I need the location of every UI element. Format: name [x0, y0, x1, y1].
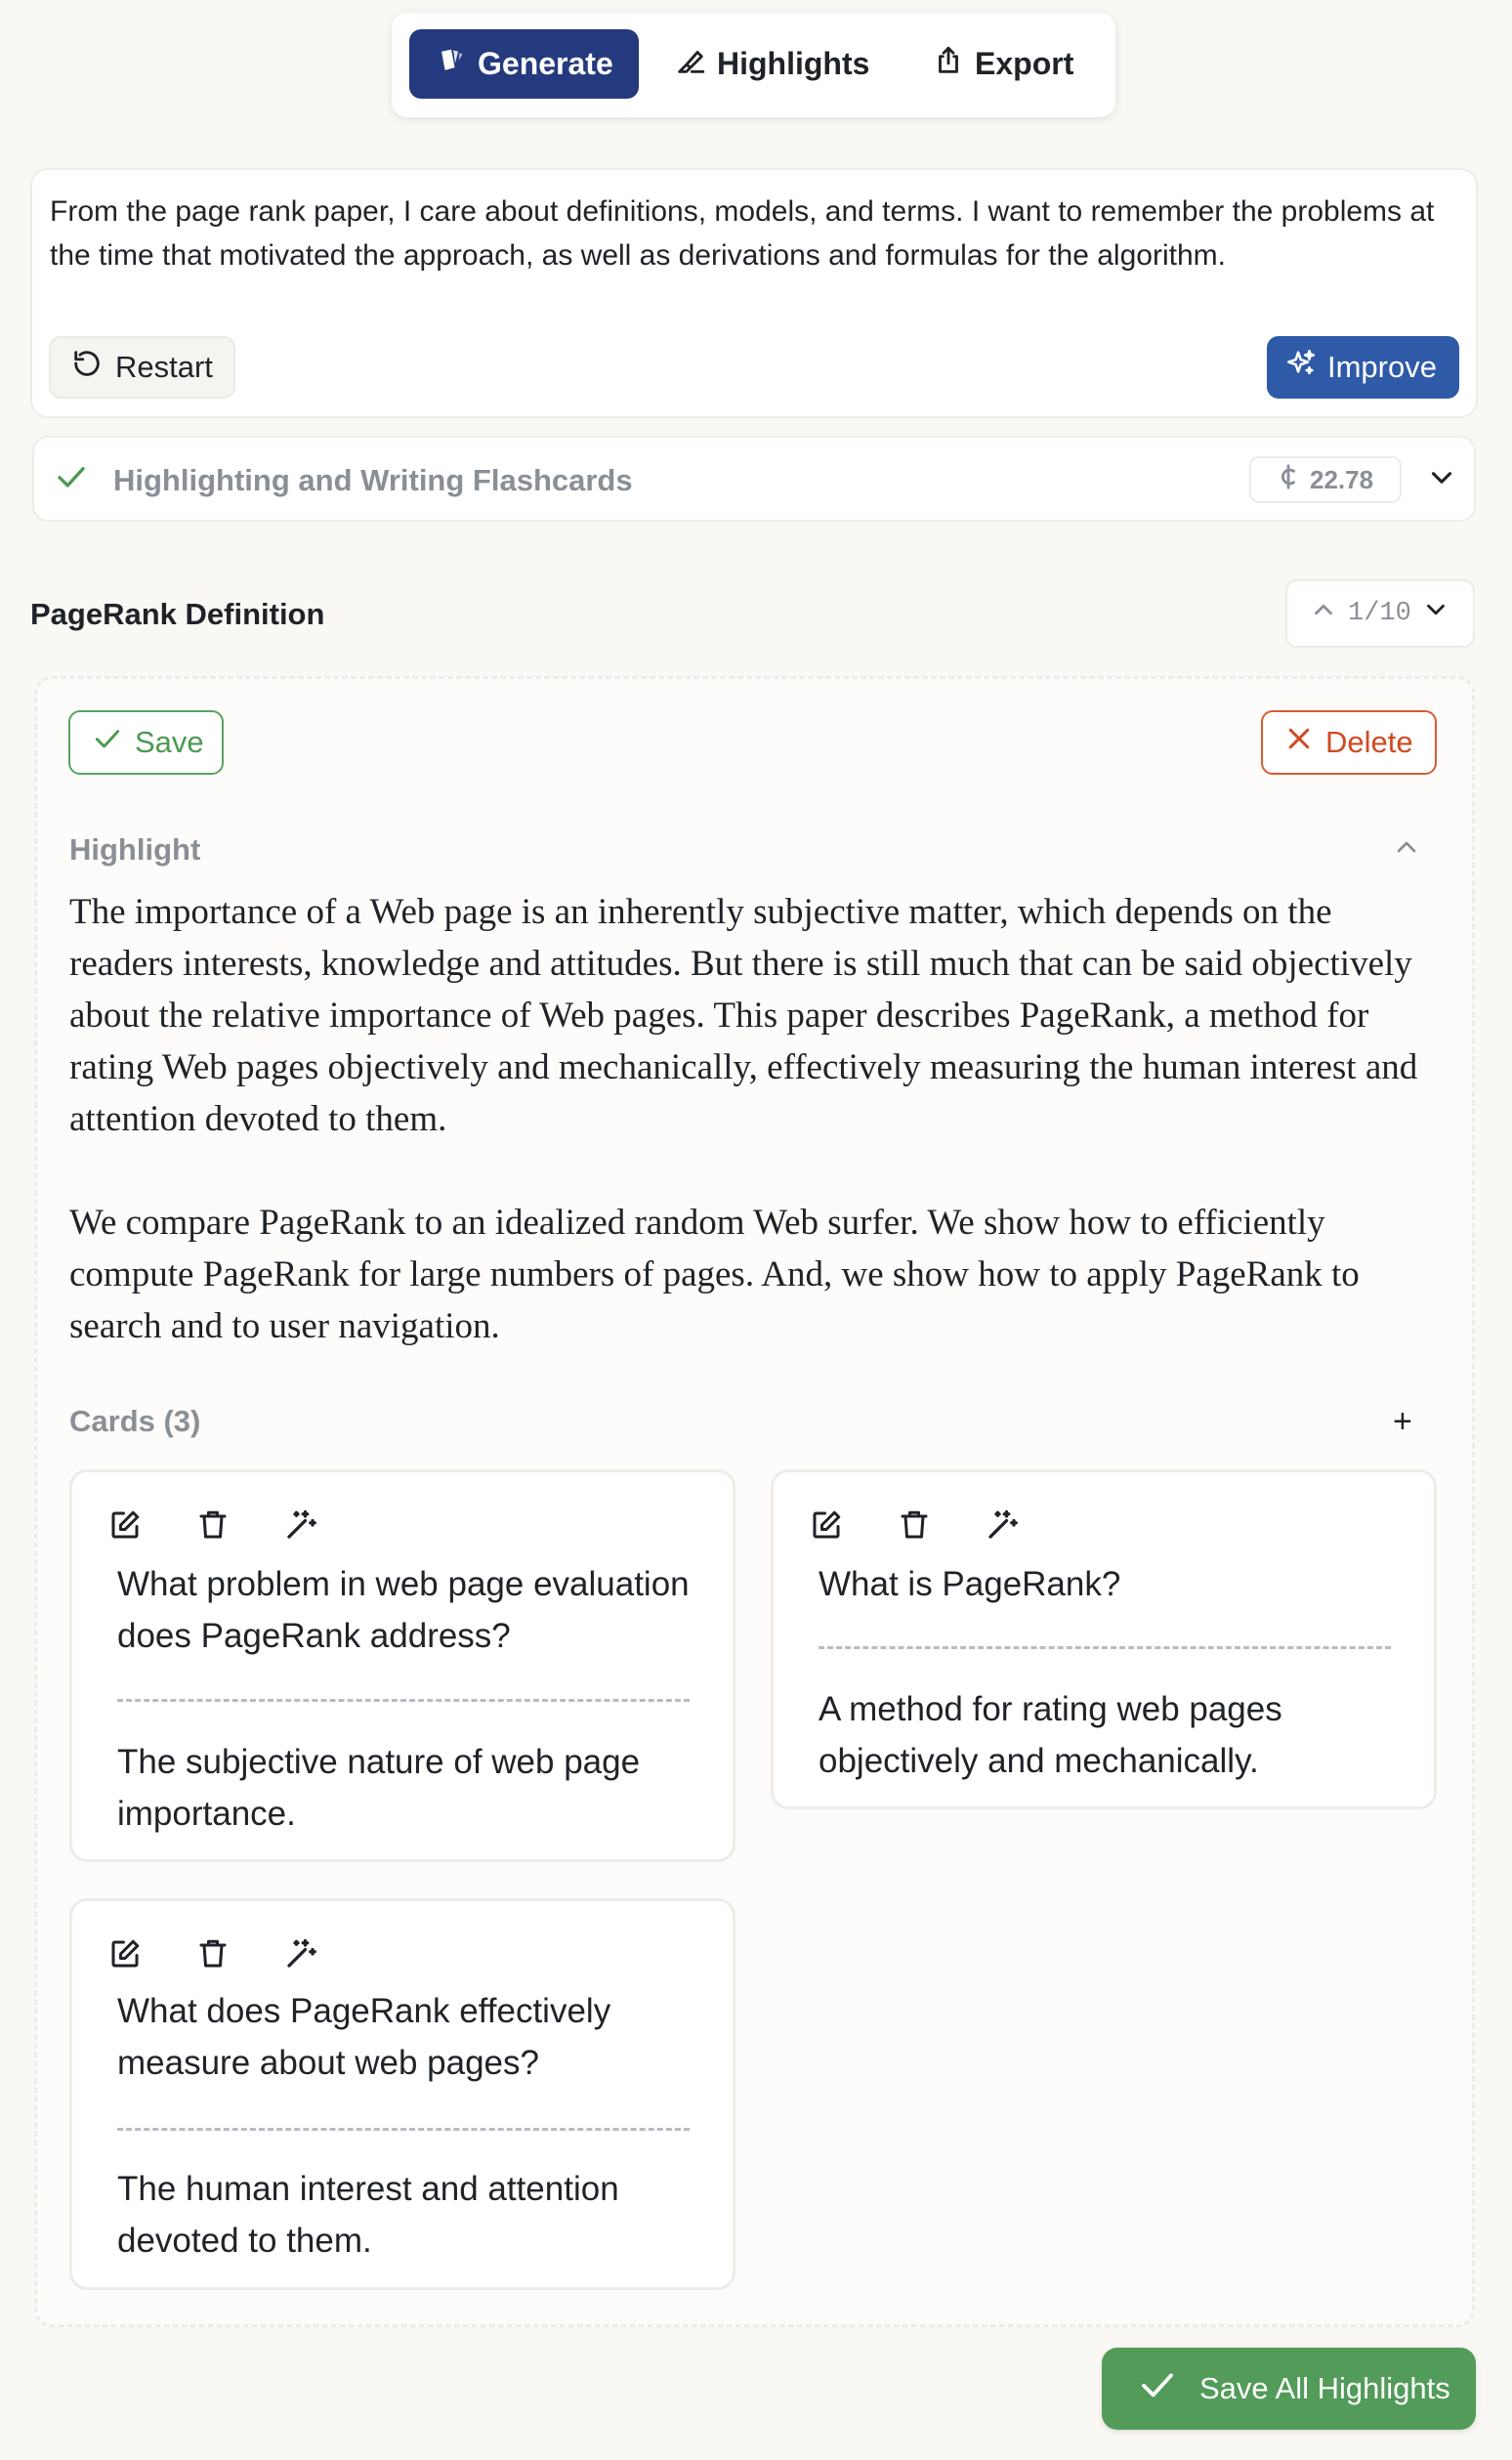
mode-tab-bar — [392, 13, 1115, 117]
tab-export-label: Export — [975, 46, 1074, 81]
tab-generate[interactable] — [409, 29, 639, 99]
save-button[interactable] — [68, 710, 224, 775]
highlight-label: Highlight — [69, 832, 201, 867]
improve-button[interactable] — [1267, 336, 1459, 399]
tab-highlights[interactable] — [649, 29, 895, 99]
highlight-text — [69, 886, 1437, 1352]
trash-icon[interactable] — [195, 1507, 231, 1548]
flashcard-answer[interactable]: The human interest and attention devoted to them. — [117, 2170, 619, 2260]
close-icon — [1284, 724, 1314, 761]
chevron-down-icon[interactable] — [1425, 461, 1458, 499]
check-icon — [54, 459, 89, 499]
cards-icon — [435, 44, 468, 85]
flashcard — [69, 1898, 735, 2290]
check-icon — [1137, 2364, 1178, 2413]
section-title: PageRank Definition — [30, 597, 325, 631]
restart-icon — [70, 347, 104, 388]
status-text: Highlighting and Writing Flashcards — [113, 463, 633, 497]
restart-button[interactable] — [49, 336, 235, 399]
highlighter-icon — [674, 44, 707, 85]
magic-wand-icon[interactable] — [985, 1507, 1020, 1548]
progress-status-row[interactable] — [32, 436, 1476, 522]
magic-wand-icon[interactable] — [283, 1936, 318, 1976]
edit-icon[interactable] — [809, 1507, 844, 1548]
share-icon — [932, 44, 965, 85]
credits-icon — [1277, 463, 1300, 497]
trash-icon[interactable] — [195, 1936, 231, 1976]
edit-icon[interactable] — [107, 1507, 143, 1548]
save-all-label: Save All Highlights — [1199, 2371, 1450, 2405]
flashcard-divider — [819, 1646, 1391, 1649]
save-all-highlights-button[interactable] — [1102, 2348, 1476, 2430]
highlight-pager[interactable] — [1285, 579, 1475, 648]
tab-generate-label: Generate — [478, 46, 613, 81]
pager-count: 1/10 — [1348, 599, 1411, 628]
edit-icon[interactable] — [107, 1936, 143, 1976]
flashcard — [771, 1469, 1437, 1809]
flashcard-answer[interactable]: The subjective nature of web page importance. — [117, 1743, 641, 1833]
magic-wand-icon[interactable] — [283, 1507, 318, 1548]
flashcard-divider — [117, 1699, 690, 1702]
flashcard-answer[interactable]: A method for rating web pages objectively and mechanically. — [819, 1690, 1282, 1780]
improve-label: Improve — [1327, 350, 1437, 384]
flashcard-question[interactable]: What is PageRank? — [819, 1565, 1121, 1603]
chevron-down-icon[interactable] — [1421, 595, 1450, 633]
credits-badge — [1249, 456, 1402, 503]
highlight-paragraph: We compare PageRank to an idealized random Web surfer. We show how to efficiently compute PageRank for large numbers of pages. And, we show how to apply PageRank to search and to user navigation. — [69, 1203, 1360, 1346]
flashcard-toolbar — [107, 1936, 318, 1976]
trash-icon[interactable] — [897, 1507, 932, 1548]
tab-highlights-label: Highlights — [717, 46, 870, 81]
prompt-card — [30, 168, 1478, 418]
credits-value: 22.78 — [1310, 464, 1374, 494]
delete-label: Delete — [1325, 725, 1413, 759]
check-icon — [92, 723, 123, 762]
flashcard-question[interactable]: What problem in web page evaluation does PageRank address? — [117, 1565, 690, 1655]
flashcard-toolbar — [107, 1507, 318, 1548]
flashcard-question[interactable]: What does PageRank effectively measure about web pages? — [117, 1992, 611, 2082]
highlight-paragraph: The importance of a Web page is an inherently subjective matter, which depends on the readers interests, knowledge and attitudes. But there is still much that can be said objectively about the relative importance of Web pages. This paper describes PageRank, a method for rating Web pages objectively and mechanically, effectively measuring the human interest and attention devoted to them. — [69, 892, 1418, 1139]
flashcard-divider — [117, 2128, 690, 2131]
sparkles-icon — [1284, 347, 1318, 388]
add-card-button[interactable]: + — [1393, 1403, 1412, 1440]
restart-label: Restart — [115, 350, 213, 384]
delete-button[interactable] — [1261, 710, 1437, 775]
flashcard-toolbar — [809, 1507, 1020, 1548]
tab-export[interactable] — [906, 29, 1099, 99]
chevron-up-icon[interactable] — [1309, 595, 1338, 633]
save-label: Save — [135, 725, 204, 759]
prompt-text[interactable]: From the page rank paper, I care about definitions, models, and terms. I want to remember the problems at the time that motivated the approach, as well as derivations and formulas for the algorithm. — [50, 195, 1435, 272]
cards-label: Cards (3) — [69, 1404, 201, 1438]
flashcard — [69, 1469, 735, 1862]
chevron-up-icon[interactable] — [1391, 831, 1422, 868]
